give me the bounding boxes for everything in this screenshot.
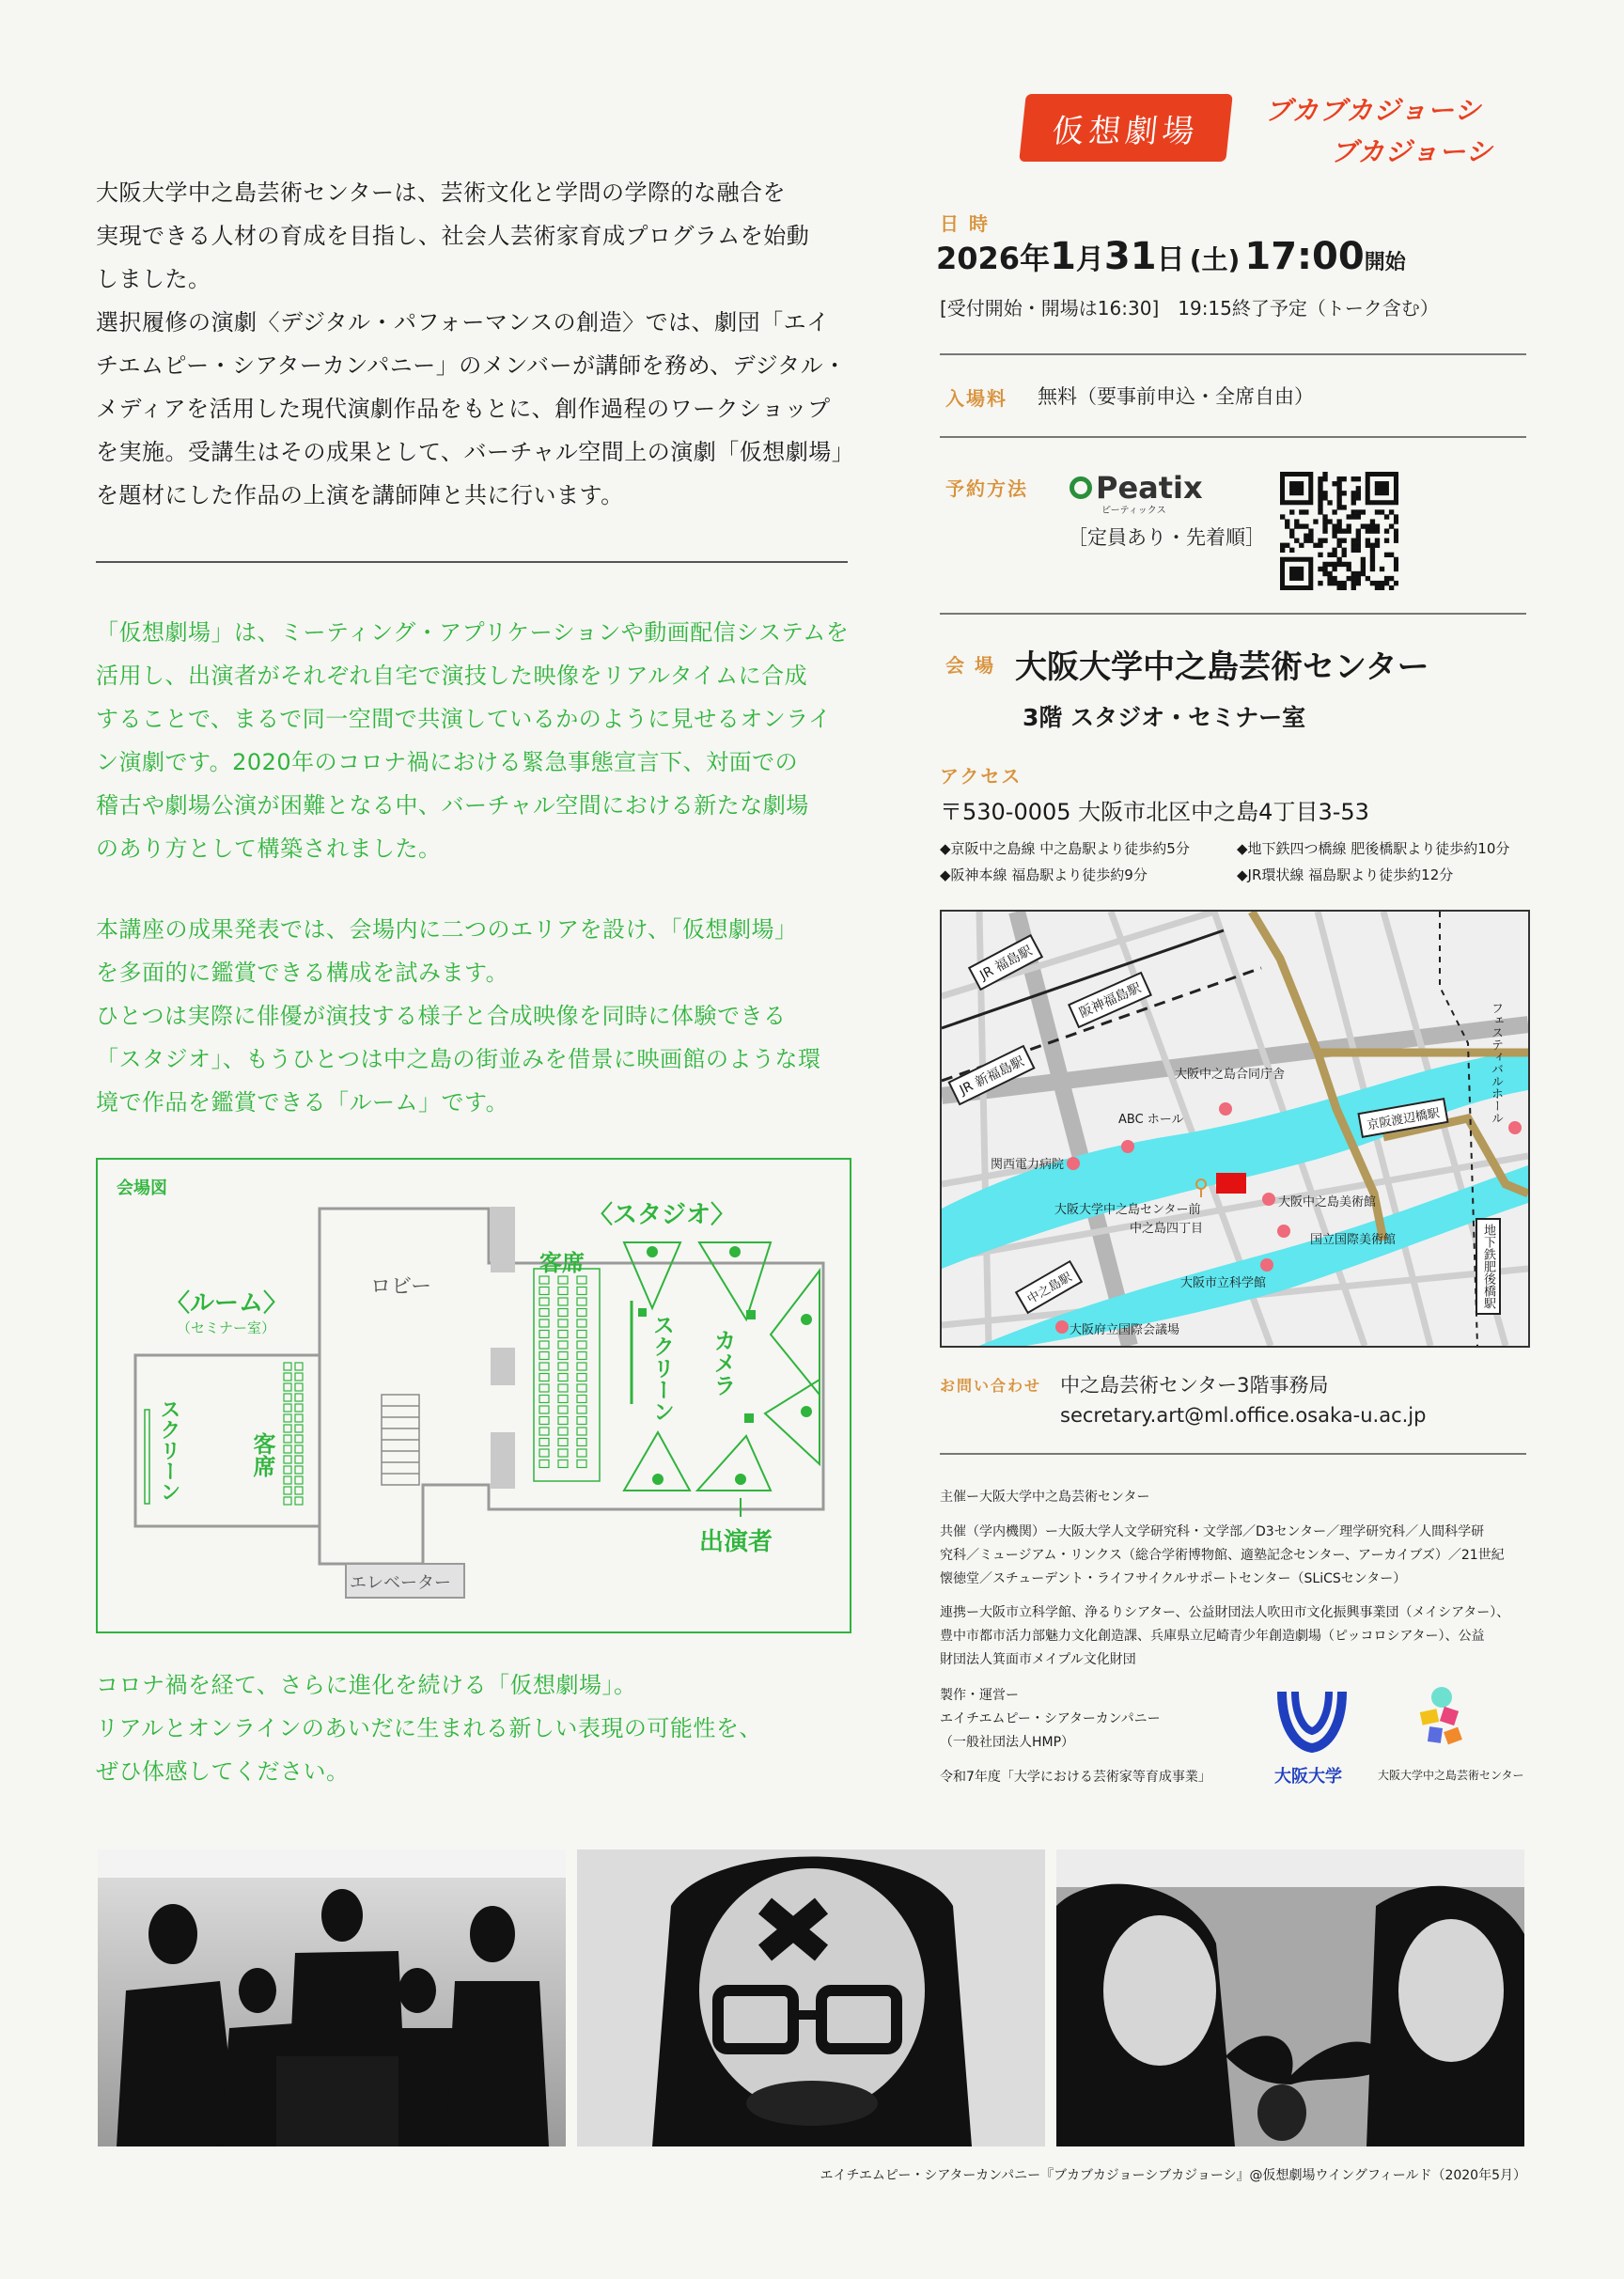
intro-line: を題材にした作品の上演を講師陣と共に行います。: [96, 482, 624, 508]
divider: [940, 1453, 1526, 1455]
floor-plan: [96, 1158, 851, 1633]
venue-room: 3階 スタジオ・セミナー室: [1023, 704, 1306, 731]
room-sub-label: （セミナー室）: [177, 1319, 276, 1336]
map-science: 大阪市立科学館: [1180, 1276, 1267, 1290]
map-festival: フェスティバルホール: [1489, 1002, 1503, 1124]
map-jr-shinfukushima: JR 新福島駅: [947, 1045, 1035, 1106]
contact-label: お問い合わせ: [940, 1377, 1042, 1395]
map-hanshin-fukushima: 阪神福島駅: [1068, 972, 1152, 1029]
center-logo-icon: [1415, 1684, 1472, 1756]
floor-plan-label: 会場図: [117, 1179, 167, 1198]
program-line: 「スタジオ」、もうひとつは中之島の街並みを借景に映画館のような環: [96, 1046, 821, 1072]
credit-coop-line: 豊中市都市活力部魅力文化創造課、兵庫県立尼崎青少年創造劇場（ピッコロシアター）、公益: [940, 1629, 1485, 1644]
credit-co: [940, 1521, 1505, 1591]
camera-label: カメラ: [710, 1329, 736, 1397]
credit-coop-line: 財団法人箕面市メイプル文化財団: [940, 1652, 1136, 1667]
credit-co-line: 共催（学内機関）ー大阪大学人文学研究科・文学部／D3センター／理学研究科／人間科学研: [940, 1524, 1485, 1539]
contact-office: 中之島芸術センター3階事務局: [1060, 1374, 1329, 1397]
photo-2: [577, 1850, 1045, 2146]
intro-line: 選択履修の演劇〈デジタル・パフォーマンスの創造〉では、劇団「エイ: [96, 309, 830, 336]
credit-co-line: 懐徳堂／スチューデント・ライフサイクルサポートセンター（SLiCSセンター）: [940, 1571, 1407, 1586]
venue-marker: [1216, 1173, 1246, 1194]
divider: [96, 561, 848, 563]
credit-organizer: 主催ー大阪大学中之島芸術センター: [940, 1490, 1150, 1505]
map-higobashi: 地下鉄肥後橋駅: [1476, 1218, 1501, 1315]
program-line: ひとつは実際に俳優が演技する様子と合成映像を同時に体験できる: [96, 1003, 787, 1029]
photo-caption: エイチエムピー・シアターカンパニー『ブカブカジョーシブカジョーシ』@仮想劇場ウイングフィールド（2020年5月）: [820, 2168, 1526, 2183]
osaka-u-logo-icon: [1274, 1682, 1350, 1756]
peatix-wordmark: Peatix: [1096, 470, 1203, 506]
map-kepco: 関西電力病院: [991, 1158, 1065, 1172]
map-godo: 大阪中之島合同庁舎: [1175, 1068, 1286, 1082]
photo-3-image: [1056, 1850, 1524, 2146]
title-badge-text: 仮想劇場: [1050, 112, 1201, 150]
divider: [940, 613, 1526, 615]
photo-2-image: [577, 1850, 1045, 2146]
date-label: 日 時: [940, 212, 990, 235]
room-label: 〈ルーム〉: [165, 1289, 289, 1318]
reserve-note: ［定員あり・先着順］: [1068, 526, 1265, 549]
photo-1: [98, 1850, 566, 2146]
date-time-suffix: 開始: [1364, 251, 1406, 274]
photo-1-image: [98, 1850, 566, 2146]
credit-prod-line: 製作・運営ー: [940, 1688, 1019, 1703]
title-badge: [1019, 94, 1233, 162]
map-nakanoshima-st: 中之島駅: [1015, 1260, 1083, 1314]
date-month: 1: [1050, 235, 1076, 278]
credit-prod-line: エイチエムピー・シアターカンパニー: [940, 1711, 1161, 1726]
contact-email[interactable]: secretary.art@ml.office.osaka-u.ac.jp: [1060, 1404, 1427, 1427]
map-jr-fukushima: JR 福島駅: [968, 934, 1044, 991]
elevator-label: エレベーター: [350, 1573, 451, 1593]
room-seats-label: 客席: [249, 1432, 275, 1477]
subtitle-line-2: ブカジョーシ: [1331, 136, 1493, 167]
peatix-sub: ピーティックス: [1101, 506, 1166, 516]
program-line: を多面的に鑑賞できる構成を試みます。: [96, 960, 509, 986]
venue-label: 会 場: [945, 654, 995, 677]
room-screen-label: スクリーン: [157, 1398, 180, 1502]
about-line: 稽古や劇場公演が困難となる中、バーチャル空間における新たな劇場: [96, 792, 809, 819]
about-line: 活用し、出演者がそれぞれ自宅で演技した映像をリアルタイムに合成: [96, 663, 808, 689]
map-nakanoshima4: 中之島四丁目: [1130, 1222, 1204, 1236]
photo-3: [1056, 1850, 1524, 2146]
intro-line: チエムピー・シアターカンパニー」のメンバーが講師を務め、デジタル・: [96, 352, 847, 379]
date-weekday: (土): [1189, 244, 1241, 275]
admission-label: 入場料: [945, 387, 1007, 410]
studio-screen-label: スクリーン: [649, 1314, 674, 1422]
divider: [940, 436, 1526, 438]
intro-line: 大阪大学中之島芸術センターは、芸術文化と学問の学際的な融合を: [96, 180, 787, 206]
closing-line: リアルとオンラインのあいだに生まれる新しい表現の可能性を、: [96, 1715, 762, 1741]
date-note: [受付開始・開場は16:30] 19:15終了予定（トーク含む）: [940, 297, 1439, 320]
credit-coop-line: 連携ー大阪市立科学館、浄るりシアター、公益財団法人吹田市文化振興事業団（メイシアター）、: [940, 1605, 1510, 1620]
about-line: ン演劇です。2020年のコロナ禍における緊急事態宣言下、対面での: [96, 749, 799, 775]
admission-value: 無料（要事前申込・全席自由）: [1038, 385, 1314, 408]
peatix-icon: [1070, 476, 1092, 499]
peatix-logo[interactable]: [1070, 470, 1203, 506]
osaka-u-logo-text: 大阪大学: [1274, 1767, 1342, 1787]
intro-line: 実現できる人材の育成を目指し、社会人芸術家育成プログラムを始動: [96, 223, 810, 249]
closing-text: [96, 1663, 867, 1793]
intro-line: を実施。受講生はその成果として、バーチャル空間上の演劇「仮想劇場」: [96, 439, 855, 465]
closing-line: ぜひ体感してください。: [96, 1758, 350, 1785]
studio-label: 〈スタジオ〉: [588, 1201, 736, 1229]
intro-text: [96, 171, 867, 517]
credit-grant: 令和7年度「大学における芸術家等育成事業」: [940, 1770, 1211, 1785]
about-line: のあり方として構築されました。: [96, 835, 442, 862]
venue-name: 大阪大学中之島芸術センター: [1015, 648, 1429, 686]
studio-seats-label: 客席: [539, 1250, 585, 1276]
credit-production: [940, 1684, 1161, 1755]
program-line: 本講座の成果発表では、会場内に二つのエリアを設け、「仮想劇場」: [96, 916, 798, 943]
route-4: ◆JR環状線 福島駅より徒歩約12分: [1237, 866, 1454, 883]
credit-co-line: 究科／ミュージアム・リンクス（総合学術博物館、適塾記念センター、アーカイブズ）／21世紀: [940, 1548, 1505, 1563]
credit-prod-line: （一般社団法人HMP）: [940, 1735, 1075, 1750]
map-museum: 大阪中之島美術館: [1278, 1195, 1377, 1210]
access-label: アクセス: [940, 765, 1023, 788]
reserve-label: 予約方法: [945, 477, 1028, 500]
qr-code[interactable]: [1280, 472, 1398, 590]
access-map: [940, 910, 1530, 1348]
date-year: 2026年: [936, 241, 1051, 276]
date-day: 31: [1103, 235, 1157, 278]
about-text: [96, 611, 867, 870]
about-line: 「仮想劇場」は、ミーティング・アプリケーションや動画配信システムを: [96, 619, 850, 646]
program-text: [96, 908, 867, 1124]
about-line: することで、まるで同一空間で共演しているかのように見せるオンライ: [96, 706, 832, 732]
event-date: [936, 235, 1406, 278]
route-3: ◆阪神本線 福島駅より徒歩約9分: [940, 866, 1148, 883]
center-logo-text: 大阪大学中之島芸術センター: [1378, 1769, 1524, 1782]
program-line: 境で作品を鑑賞できる「ルーム」です。: [96, 1089, 509, 1116]
credit-coop: [940, 1601, 1509, 1672]
closing-line: コロナ禍を経て、さらに進化を続ける「仮想劇場」。: [96, 1672, 637, 1698]
lobby-label: ロビー: [370, 1275, 432, 1299]
map-abc: ABC ホール: [1118, 1113, 1184, 1127]
address: 〒530-0005 大阪市北区中之島4丁目3-53: [940, 799, 1369, 825]
intro-line: メディアを活用した現代演劇作品をもとに、創作過程のワークショップ: [96, 396, 831, 422]
date-time: 17:00: [1244, 235, 1365, 278]
map-center: 大阪大学中之島センター前: [1054, 1203, 1201, 1217]
map-intl-museum: 国立国際美術館: [1310, 1233, 1397, 1247]
map-conference: 大阪府立国際会議場: [1070, 1323, 1180, 1337]
performers-label: 出演者: [699, 1528, 773, 1556]
date-month-unit: 月: [1075, 243, 1104, 276]
route-1: ◆京阪中之島線 中之島駅より徒歩約5分: [940, 840, 1190, 857]
route-2: ◆地下鉄四つ橋線 肥後橋駅より徒歩約10分: [1237, 840, 1510, 857]
subtitle-line-1: ブカブカジョーシ: [1265, 95, 1482, 126]
intro-line: しました。: [96, 266, 211, 292]
map-watanabebashi: 京阪渡辺橋駅: [1357, 1098, 1448, 1138]
date-day-unit: 日: [1156, 243, 1185, 276]
divider: [940, 353, 1526, 355]
